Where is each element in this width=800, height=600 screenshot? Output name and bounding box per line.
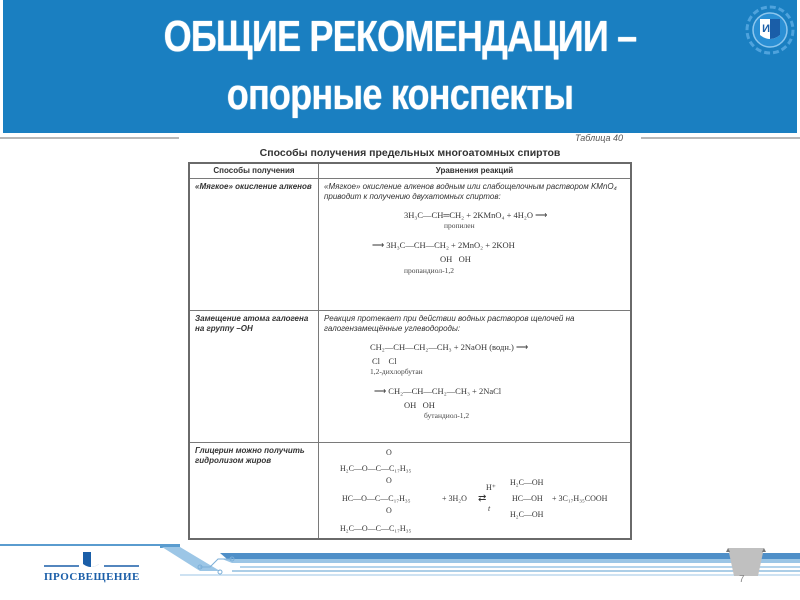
slide-title xyxy=(72,8,728,124)
brand-name: ПРОСВЕЩЕНИЕ xyxy=(44,571,140,583)
svg-text:ИП: ИП xyxy=(762,23,778,35)
equation-cell xyxy=(319,443,632,540)
title-line-1: ОБЩИЕ РЕКОМЕНДАЦИИ – xyxy=(163,12,637,61)
brand-logo-icon xyxy=(44,550,139,570)
method-cell: «Мягкое» окисление алкенов xyxy=(189,179,319,311)
header-methods: Способы получения xyxy=(189,163,319,179)
equation-branches: OH OH xyxy=(440,254,471,264)
row-description: «Мягкое» окисление алкенов водным или слабощелочным раствором KMnO₄ приводит к получению двухатомных спиртов: xyxy=(324,182,617,201)
glycerol-line-3: H₂C—OH xyxy=(510,510,544,519)
header-equations: Уравнения реакций xyxy=(319,163,632,179)
header-rule-left xyxy=(0,137,180,139)
compound-label: 1,2-дихлорбутан xyxy=(370,367,423,376)
equation-cell xyxy=(319,179,632,311)
carbonyl-oxygen: O xyxy=(386,506,392,515)
method-cell: Глицерин можно получить гидролизом жиров xyxy=(189,443,319,540)
page-number-tab xyxy=(726,548,766,578)
header-rule-right xyxy=(640,137,800,139)
method-cell: Замещение атома галогена на группу –OH xyxy=(189,311,319,443)
compound-label: пропандиол-1,2 xyxy=(404,266,454,275)
fat-line-1: H₂C—O—C—C₁₇H₃₅ xyxy=(340,464,412,473)
carbonyl-oxygen: O xyxy=(386,448,392,457)
hydrolysis-equation xyxy=(324,446,625,534)
equilibrium-arrow: ⇄ xyxy=(478,493,487,504)
equation-branches: OH OH xyxy=(404,400,435,410)
equation-branches: Cl Cl xyxy=(372,356,397,366)
table-caption: Таблица 40 xyxy=(574,133,623,143)
glycerol-line-1: H₂C—OH xyxy=(510,478,544,487)
carbonyl-oxygen: O xyxy=(386,476,392,485)
water-reactant: + 3H₂O xyxy=(442,494,467,503)
reference-sheet xyxy=(179,133,641,545)
table-header-row xyxy=(189,163,631,179)
fat-line-2: HC—O—C—C₁₇H₃₅ xyxy=(342,494,411,503)
equation-cell xyxy=(319,311,632,443)
fat-line-3: H₂C—O—C—C₁₇H₃₅ xyxy=(340,524,412,533)
table-title: Способы получения предельных многоатомных спиртов xyxy=(259,147,561,159)
catalyst-top: H⁺ xyxy=(486,483,496,492)
table-row xyxy=(189,443,631,540)
footer-stripes xyxy=(160,545,800,585)
compound-label: пропилен xyxy=(444,221,475,230)
catalyst-bottom: t xyxy=(488,504,491,513)
publisher-logo-icon xyxy=(745,5,795,55)
equation: 3H₃C—CH═CH₂ + 2KMnO₄ + 4H₂O ⟶ xyxy=(404,210,548,220)
page-number: 7 xyxy=(739,574,745,585)
methods-table xyxy=(188,162,632,540)
compound-label: бутандиол-1,2 xyxy=(424,411,470,420)
footer-rule-left xyxy=(0,544,180,546)
equation: ⟶ CH₂—CH—CH₂—CH₃ + 2NaCl xyxy=(374,386,502,396)
title-line-2: опорные конспекты xyxy=(226,70,574,119)
table-row xyxy=(189,311,631,443)
stearic-acid: + 3C₁₇H₃₅COOH xyxy=(552,494,608,503)
table-row xyxy=(189,179,631,311)
glycerol-line-2: HC—OH xyxy=(512,494,543,503)
row-description: Реакция протекает при действии водных растворов щелочей на галогензамещённые углеводороды: xyxy=(324,314,575,333)
equation: CH₂—CH—CH₂—CH₃ + 2NaOH (водн.) ⟶ xyxy=(370,342,529,352)
equation: ⟶ 3H₃C—CH—CH₂ + 2MnO₂ + 2KOH xyxy=(372,240,515,250)
